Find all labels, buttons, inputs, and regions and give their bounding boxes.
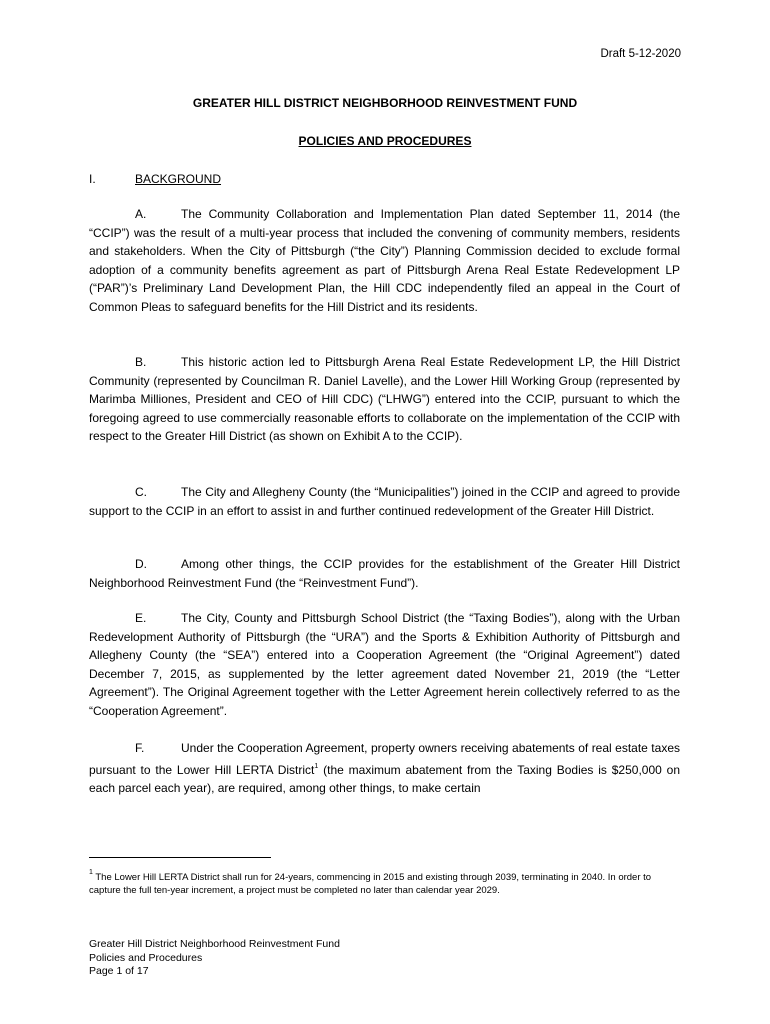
footer-doc-name: Policies and Procedures [89, 951, 203, 964]
paragraph-a [89, 205, 680, 317]
paragraph-label: E. [135, 611, 147, 625]
footnote-number: 1 [89, 869, 93, 876]
section-title: BACKGROUND [135, 172, 222, 186]
paragraph-text: The City and Allegheny County (the “Municipalities”) joined in the CCIP and agreed to provide support to the CCIP in an effort to assist in and further continued redevelopment of the Greater Hill District. [89, 485, 680, 518]
footnote-text: The Lower Hill LERTA District shall run for 24-years, commencing in 2015 and existing through 2039, terminating in 2040. In order to capture the full ten-year increment, a project must be completed no later than calendar year 2029. [89, 872, 652, 896]
paragraph-text: Under the Cooperation Agreement, property owners receiving abatements of real estate taxes pursuant to the Lower Hill LERTA District [89, 741, 680, 777]
footnote [89, 866, 680, 897]
paragraph-d [89, 555, 680, 592]
paragraph-b [89, 353, 680, 446]
paragraph-text-continued: (the maximum abatement from the Taxing Bodies is $250,000 on each parcel each year), are required, among other things, to make certain [89, 762, 681, 796]
paragraph-label: C. [135, 485, 147, 499]
paragraph-c [89, 483, 680, 520]
paragraph-f [89, 739, 680, 798]
footnote-reference[interactable]: 1 [314, 762, 319, 770]
footnote-divider [89, 857, 271, 858]
footer-fund-name: Greater Hill District Neighborhood Reinvestment Fund [89, 938, 340, 950]
paragraph-label: F. [135, 741, 145, 755]
paragraph-text: The Community Collaboration and Implementation Plan dated September 11, 2014 (the “CCIP”) was the result of a multi-year process that included the convening of community members, residents and stakeholders. When the City of Pittsburgh (“the City”) Planning Commission decided to exclude formal adoption of a community benefits agreement as part of Pittsburgh Arena Real Estate Redevelopment LP (“PAR”)’s Preliminary Land Development Plan, the Hill CDC independently filed an appeal in the Court of Common Pleas to safeguard benefits for the Hill District and its residents. [89, 207, 680, 314]
page-number: Page 1 of 17 [89, 965, 149, 977]
paragraph-label: A. [135, 207, 147, 221]
paragraph-e [89, 609, 680, 721]
paragraph-text: The City, County and Pittsburgh School District (the “Taxing Bodies”), along with the Urban Redevelopment Authority of Pittsburgh (the “URA”) and the Sports & Exhibition Authority of Pittsburgh and Allegheny County (the “SEA”) entered into a Cooperation Agreement (the “Original Agreement”) dated December 7, 2015, as supplemented by the letter agreement dated November 21, 2019 (the “Letter Agreement”). The Original Agreement together with the Letter Agreement herein collectively referred to as the “Cooperation Agreement”. [89, 611, 680, 718]
paragraph-text: Among other things, the CCIP provides for the establishment of the Greater Hill District Neighborhood Reinvestment Fund (the “Reinvestment Fund”). [89, 557, 680, 590]
document-subtitle: POLICIES AND PROCEDURES [298, 134, 472, 148]
paragraph-text: This historic action led to Pittsburgh Arena Real Estate Redevelopment LP, the Hill District Community (represented by Councilman R. Daniel Lavelle), and the Lower Hill Working Group (represented by Marimba Milliones, President and CEO of Hill CDC) (“LHWG”) entered into the CCIP, pursuant to which the foregoing agreed to use commercially reasonable efforts to collaborate on the implementation of the CCIP with respect to the Greater Hill District (as shown on Exhibit A to the CCIP). [89, 355, 680, 444]
page-footer [89, 938, 340, 979]
section-number: I. [89, 172, 96, 186]
document-title: GREATER HILL DISTRICT NEIGHBORHOOD REINVESTMENT FUND [192, 96, 578, 110]
paragraph-label: B. [135, 355, 147, 369]
section-heading [89, 172, 221, 186]
paragraph-label: D. [135, 557, 147, 571]
draft-date: Draft 5-12-2020 [600, 48, 681, 60]
